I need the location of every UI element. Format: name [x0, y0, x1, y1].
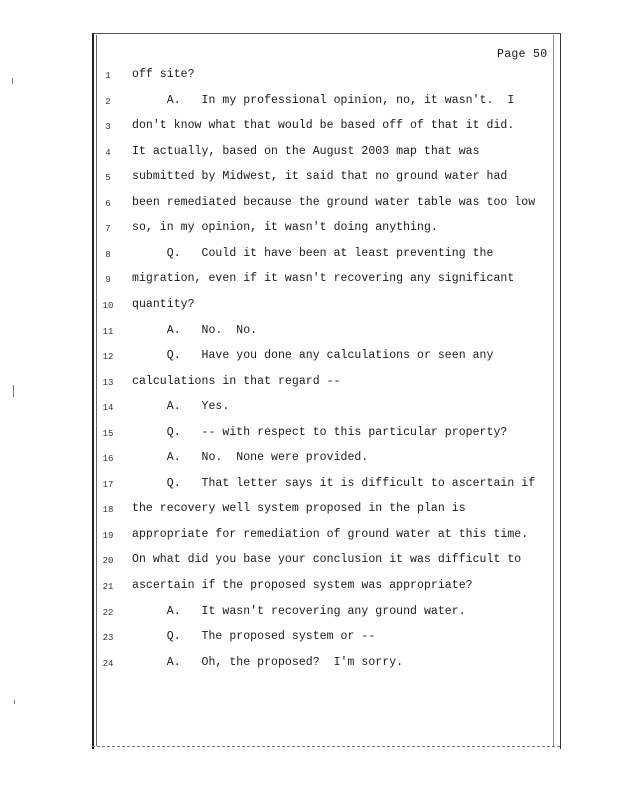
transcript-line	[0, 605, 618, 625]
line-text: A. Oh, the proposed? I'm sorry.	[132, 655, 404, 669]
transcript-line	[0, 502, 618, 522]
line-number: 6	[105, 198, 111, 209]
transcript-line	[0, 94, 618, 114]
line-number: 2	[105, 96, 111, 107]
transcript-line	[0, 630, 618, 650]
line-text: appropriate for remediation of ground water at this time.	[132, 527, 529, 541]
line-text: the recovery well system proposed in the plan is	[132, 502, 466, 516]
line-number: 19	[102, 530, 114, 541]
line-text: calculations in that regard --	[132, 374, 341, 388]
line-number: 12	[102, 352, 114, 363]
line-text: On what did you base your conclusion it was difficult to	[132, 553, 522, 567]
line-text: Q. Have you done any calculations or seen any	[132, 349, 494, 363]
line-number: 9	[105, 275, 111, 286]
line-text: so, in my opinion, it wasn't doing anything.	[132, 221, 438, 235]
line-number: 13	[102, 377, 114, 388]
transcript-line	[0, 68, 618, 88]
line-number: 21	[102, 582, 114, 592]
line-number: 1	[105, 71, 111, 81]
transcript-line	[0, 451, 618, 471]
transcript-line	[0, 272, 618, 292]
line-number: 23	[102, 633, 114, 644]
line-number: 14	[102, 403, 114, 414]
page-number: Page 50	[497, 48, 548, 61]
line-text: off site?	[132, 68, 195, 81]
transcript-line	[0, 579, 618, 599]
line-number: 18	[102, 505, 114, 516]
line-text: Q. -- with respect to this particular property?	[132, 425, 508, 439]
transcript-line	[0, 553, 618, 573]
line-text: A. It wasn't recovering any ground water.	[132, 604, 466, 618]
line-text: don't know what that would be based off of that it did.	[132, 119, 515, 133]
line-text: ascertain if the proposed system was appropriate?	[132, 579, 473, 592]
line-number: 17	[102, 479, 114, 490]
line-number: 24	[102, 658, 114, 669]
line-text: A. Yes.	[132, 400, 230, 414]
line-number: 11	[102, 326, 114, 337]
transcript-line	[0, 119, 618, 139]
line-text: migration, even if it wasn't recovering any significant	[132, 272, 515, 286]
transcript-line	[0, 528, 618, 548]
transcript-line	[0, 400, 618, 420]
line-number: 5	[105, 173, 111, 184]
line-text: A. No. No.	[132, 323, 258, 337]
line-text: A. No. None were provided.	[132, 451, 369, 465]
line-text: Q. The proposed system or --	[132, 630, 376, 644]
transcript-line	[0, 656, 618, 676]
line-number: 20	[102, 556, 114, 567]
scan-speck	[14, 700, 15, 704]
transcript-line	[0, 145, 618, 165]
transcript-line	[0, 170, 618, 190]
transcript-line	[0, 426, 618, 446]
line-text: It actually, based on the August 2003 map that was	[132, 144, 480, 158]
transcript-line	[0, 196, 618, 216]
transcript-line	[0, 349, 618, 369]
line-text: been remediated because the ground water table was too low	[132, 195, 536, 209]
line-text: Q. That letter says it is difficult to ascertain if	[132, 476, 536, 490]
line-text: A. In my professional opinion, no, it wasn't. I	[132, 93, 515, 107]
transcript-line	[0, 247, 618, 267]
transcript-line	[0, 221, 618, 241]
line-number: 22	[102, 607, 114, 618]
transcript-line	[0, 298, 618, 318]
transcript-line	[0, 477, 618, 497]
line-text: quantity?	[132, 297, 195, 311]
line-text: Q. Could it have been at least preventing the	[132, 246, 494, 260]
line-number: 15	[102, 428, 114, 439]
line-number: 3	[105, 122, 111, 133]
bottom-rule	[92, 746, 560, 747]
line-number: 4	[105, 147, 111, 158]
line-number: 8	[105, 249, 111, 260]
transcript-line	[0, 324, 618, 344]
transcript-line	[0, 375, 618, 395]
line-number: 16	[102, 454, 114, 465]
line-number: 10	[102, 300, 114, 311]
line-number: 7	[105, 224, 111, 235]
line-text: submitted by Midwest, it said that no ground water had	[132, 170, 508, 184]
